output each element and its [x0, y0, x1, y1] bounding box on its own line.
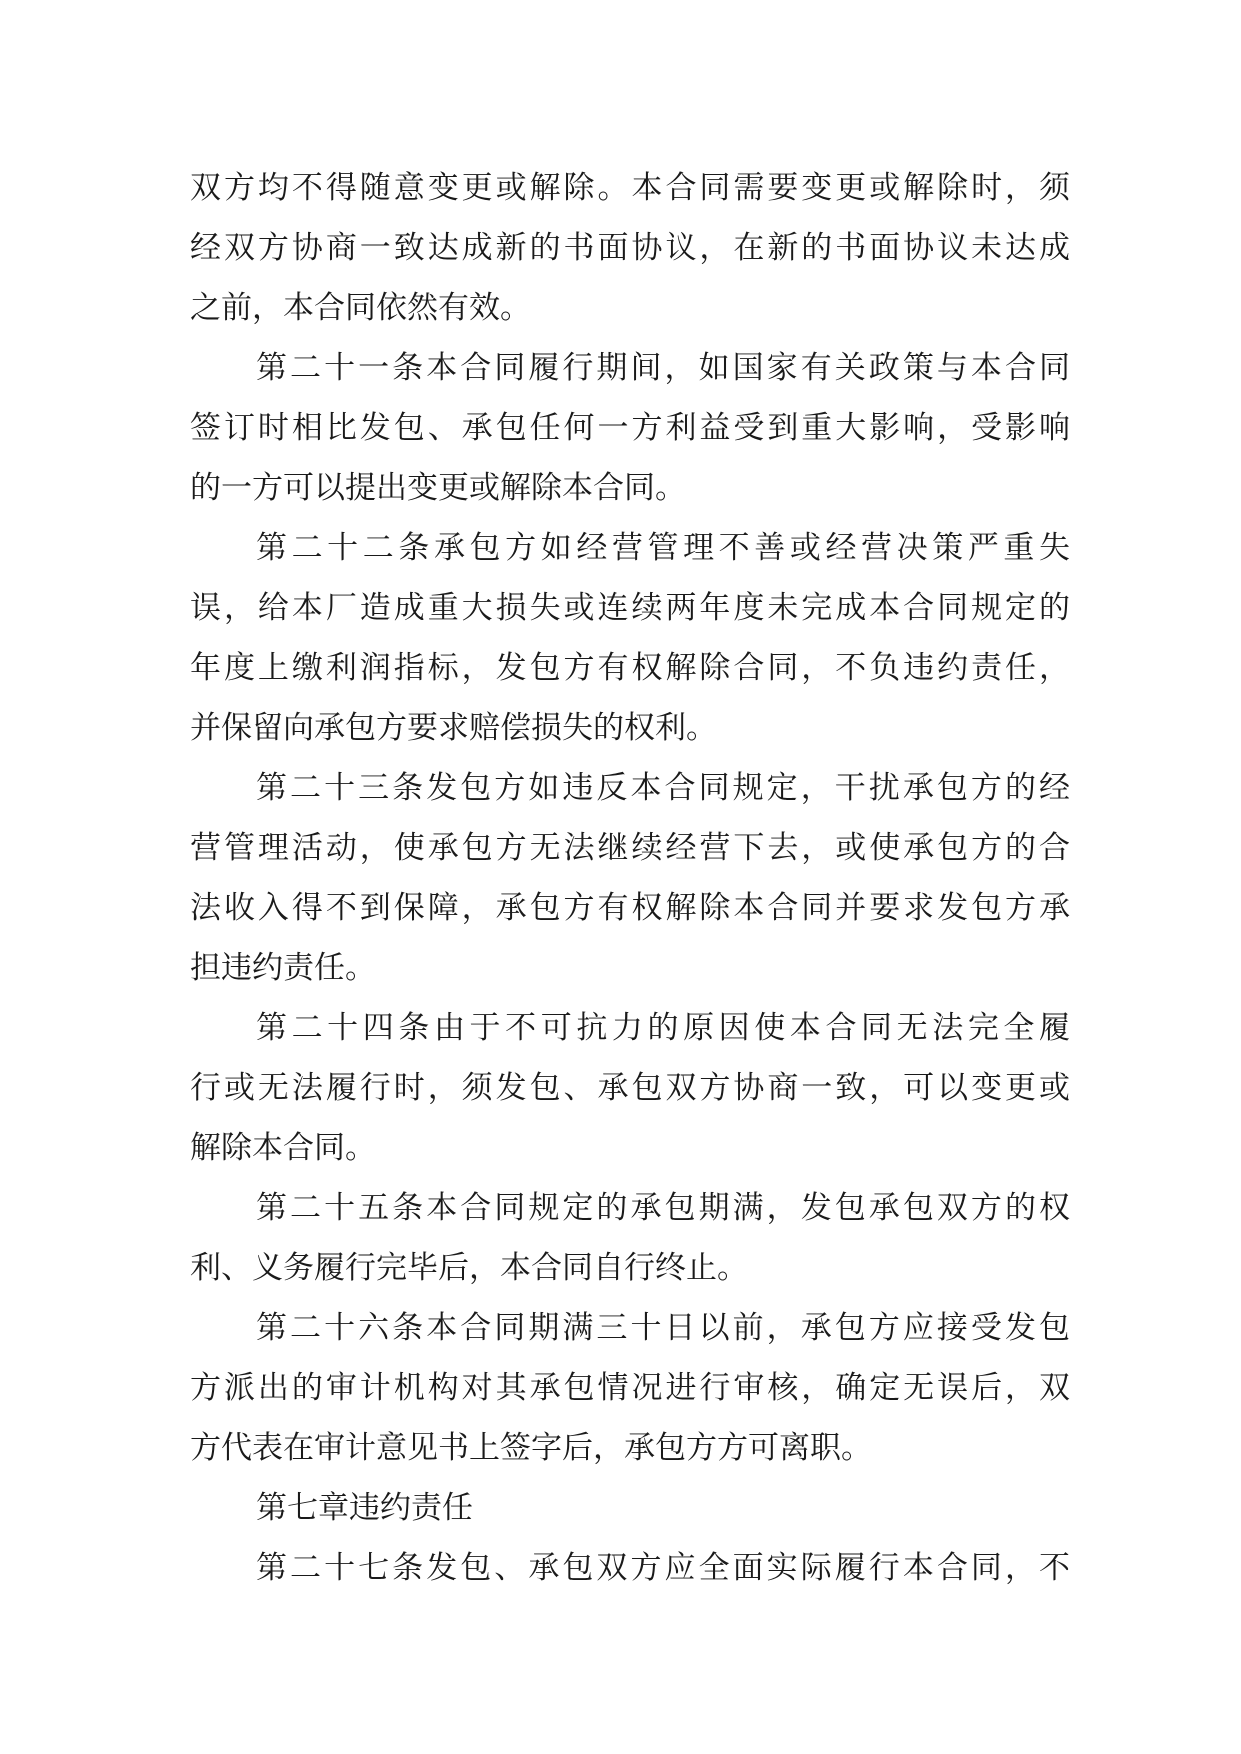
text-line: 的一方可以提出变更或解除本合同。 [190, 470, 686, 506]
text-line: 双方均不得随意变更或解除。本合同需要变更或解除时，须 [190, 170, 1070, 206]
article-27-heading-line: 第二十七条发包、承包双方应全面实际履行本合同，不 [256, 1550, 1070, 1586]
chapter-heading: 第七章违约责任 [256, 1490, 473, 1526]
article-21-heading-line: 第二十一条本合同履行期间，如国家有关政策与本合同 [256, 350, 1070, 386]
text-line: 解除本合同。 [190, 1130, 376, 1166]
text-line: 并保留向承包方要求赔偿损失的权利。 [190, 710, 717, 746]
text-line: 之前，本合同依然有效。 [190, 290, 531, 326]
text-line: 法收入得不到保障，承包方有权解除本合同并要求发包方承 [190, 890, 1070, 926]
text-line: 行或无法履行时，须发包、承包双方协商一致，可以变更或 [190, 1070, 1070, 1106]
article-22-heading-line: 第二十二条承包方如经营管理不善或经营决策严重失 [256, 530, 1070, 566]
text-line: 利、义务履行完毕后，本合同自行终止。 [190, 1250, 748, 1286]
text-line: 年度上缴利润指标，发包方有权解除合同，不负违约责任， [190, 650, 1070, 686]
article-26-heading-line: 第二十六条本合同期满三十日以前，承包方应接受发包 [256, 1310, 1070, 1346]
text-line: 方代表在审计意见书上签字后，承包方方可离职。 [190, 1430, 872, 1466]
text-line: 担违约责任。 [190, 950, 376, 986]
article-25-heading-line: 第二十五条本合同规定的承包期满，发包承包双方的权 [256, 1190, 1070, 1226]
text-line: 签订时相比发包、承包任何一方利益受到重大影响，受影响 [190, 410, 1070, 446]
text-line: 方派出的审计机构对其承包情况进行审核，确定无误后，双 [190, 1370, 1070, 1406]
article-24-heading-line: 第二十四条由于不可抗力的原因使本合同无法完全履 [256, 1010, 1070, 1046]
text-line: 营管理活动，使承包方无法继续经营下去，或使承包方的合 [190, 830, 1070, 866]
article-23-heading-line: 第二十三条发包方如违反本合同规定，干扰承包方的经 [256, 770, 1070, 806]
text-line: 误，给本厂造成重大损失或连续两年度未完成本合同规定的 [190, 590, 1070, 626]
text-line: 经双方协商一致达成新的书面协议，在新的书面协议未达成 [190, 230, 1070, 266]
